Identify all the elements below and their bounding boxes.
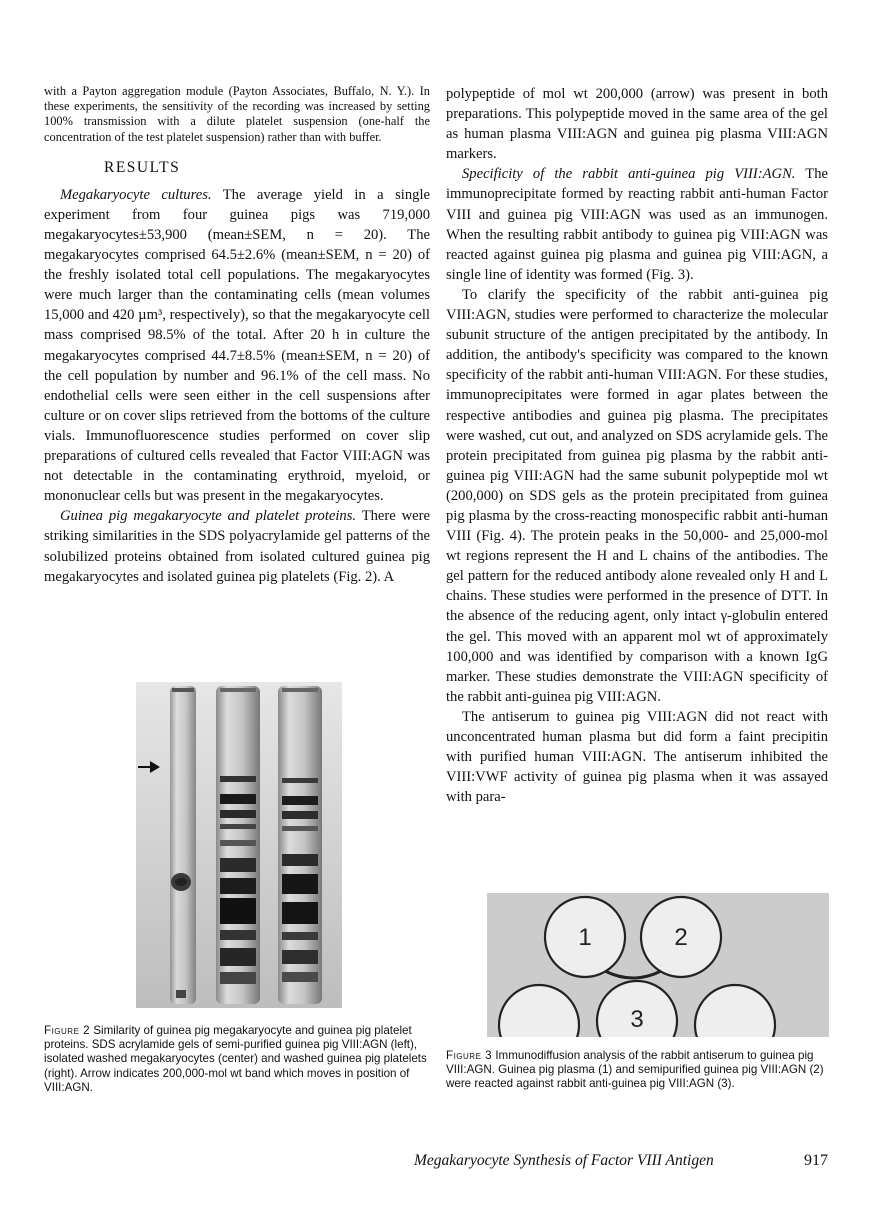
paragraph-body: There were striking similarities in the SDS polyacrylamide gel patterns of the solubilized proteins obtained from isolated cultured guinea pig megakaryocytes and isolated guinea pig platelets (Fig. 2). A	[44, 508, 430, 585]
paragraph-run-in-heading: Guinea pig megakaryocyte and platelet proteins.	[60, 508, 357, 525]
specificity-paragraph	[446, 164, 828, 285]
well-label-3: 3	[630, 1006, 644, 1033]
page-number: 917	[804, 1152, 828, 1169]
figure-3-caption-text: Immunodiffusion analysis of the rabbit antiserum to guinea pig VIII:AGN. Guinea pig plasma (1) and semipurified guinea pig VIII:AGN (2) were reacted against rabbit anti-guinea pig VIII:AGN (3).	[446, 1049, 824, 1091]
figure-3-immunodiffusion-photo	[487, 893, 829, 1037]
paragraph-run-in-heading: Specificity of the rabbit anti-guinea pig VIII:AGN.	[462, 166, 796, 183]
left-column	[44, 84, 430, 587]
right-column	[446, 84, 828, 807]
figure-2-caption	[44, 1024, 430, 1095]
results-heading: RESULTS	[104, 158, 181, 176]
gel-lane-center	[216, 686, 260, 1004]
paragraph-body: The average yield in a single experiment from four guinea pigs was 719,000 megakaryocytes±53,900 (mean±SEM, n = 20). The megakaryocytes comprised 64.5±2.6% (mean±SEM, n = 20) of the freshly isolated total cell populations. The megakaryocytes were much larger than the contaminating cells (mean volumes 15,000 and 420 µm³, respectively), so that the megakaryocyte cell mass comprised 98.5% of the total. After 20 h in culture the megakaryocytes comprised 44.7±8.5% (mean±SEM, n = 20) of the cell population by number and 96.1% of the cell mass. No endothelial cells were seen either in the cell suspensions after culture or on cover slips retrieved from the bottoms of the culture vials. Immunofluorescence studies performed on cover slip preparations of cultured cells revealed that Factor VIII:AGN was not detectable in the contaminating erythroid, myeloid, or mononuclear cells but was present in the megakaryocytes.	[44, 186, 430, 505]
figure-2-gel-photo	[136, 682, 342, 1008]
page-footer	[414, 1152, 828, 1174]
paragraph-run-in-heading: Megakaryocyte cultures.	[60, 186, 212, 203]
paragraph-body: The immunoprecipitate formed by reacting rabbit anti-human Factor VIII and guinea pig VIII:AGN was used as an immunogen. When the resulting rabbit antibody to guinea pig VIII:AGN was reacted against guinea pig plasma and guinea pig VIII:AGN, a single line of identity was formed (Fig. 3).	[446, 166, 828, 283]
megakaryocyte-cultures-paragraph	[44, 185, 430, 507]
methods-continuation: with a Payton aggregation module (Payton Associates, Buffalo, N. Y.). In these experiments, the sensitivity of the recording was increased by setting 100% transmission with a dilute platelet suspension (one-half the concentration of the test platelet suspension) rather than with buffer.	[44, 84, 430, 144]
gel-lane-left	[170, 686, 196, 1004]
figure-3-caption	[446, 1049, 828, 1092]
well-label-1: 1	[578, 924, 592, 951]
gel-lane-right	[278, 686, 322, 1004]
antiserum-paragraph: The antiserum to guinea pig VIII:AGN did not react with unconcentrated human plasma but did form a faint precipitin with purified human VIII:AGN. The antiserum inhibited the VIII:VWF activity of guinea pig plasma when it was assayed with para-	[446, 708, 828, 806]
figure-3-label: Figure 3	[446, 1049, 493, 1062]
running-title: Megakaryocyte Synthesis of Factor VIII Antigen	[414, 1152, 714, 1169]
subunit-structure-paragraph: To clarify the specificity of the rabbit anti-guinea pig VIII:AGN, studies were performed to characterize the molecular subunit structure of the antigen precipitated by the antibody. In addition, the antibody's specificity was compared to the known specificity of the rabbit anti-human VIII:AGN. For these studies, immunoprecipitates were formed in agar plates between the respective antibodies and guinea pig plasma. The precipitates were washed, cut out, and analyzed on SDS acrylamide gels. The protein precipitated from guinea pig plasma by the rabbit anti-guinea pig VIII:AGN had the same subunit polypeptide mol wt (200,000) on SDS gels as the protein precipitated from guinea pig plasma by the cross-reacting monospecific rabbit anti-human VIII (Fig. 4). The protein peaks in the 50,000- and 25,000-mol wt regions represent the H and L chains of the antibodies. The gel pattern for the reduced antibody alone revealed only H and L chains. These studies were performed in the presence of DTT. In the absence of the reducing agent, only intact γ-globulin entered the gel. This moved with an apparent mol wt of approximately 100,000 and was identified by comparison with a known IgG marker. These studies demonstrate the VIII:AGN specificity of the rabbit anti-guinea pig VIII:AGN.	[446, 286, 828, 705]
results-continuation-paragraph: polypeptide of mol wt 200,000 (arrow) was present in both preparations. This polypeptide moved in the same area of the gel as human plasma VIII:AGN and guinea pig plasma VIII:AGN markers.	[446, 86, 828, 163]
figure-2-label: Figure 2	[44, 1024, 91, 1037]
proteins-paragraph	[44, 506, 430, 586]
figure-2-caption-text: Similarity of guinea pig megakaryocyte and guinea pig platelet proteins. SDS acrylamide gels of semi-purified guinea pig VIII:AGN (left), isolated washed megakaryocytes (center) and washed guinea pig platelets (right). Arrow indicates 200,000-mol wt band which moves in position of VIII:AGN.	[44, 1024, 427, 1094]
well-label-2: 2	[674, 924, 688, 951]
